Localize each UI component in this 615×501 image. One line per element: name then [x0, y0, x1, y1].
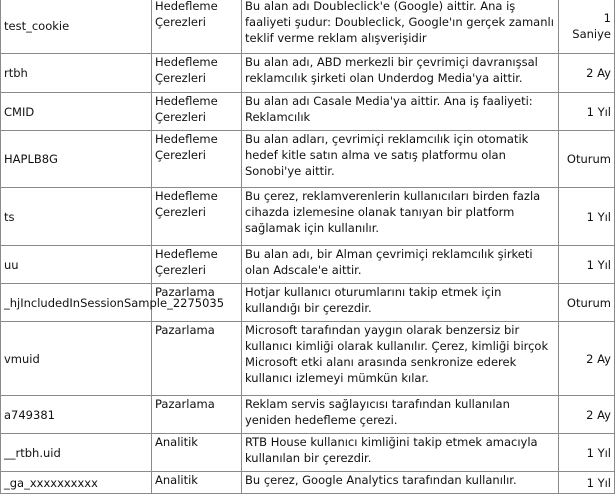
table-row: [1, 472, 615, 494]
cookie-duration-cell: 1 Saniye: [559, 0, 615, 54]
cookie-description-cell: RTB House kullanıcı kimliğini takip etmek amacıyla kullanılan bir çerezdir.: [242, 434, 559, 472]
cookie-name-cell: a749381: [1, 396, 152, 434]
cookie-duration-cell: 1 Yıl: [559, 434, 615, 472]
table-row: [1, 131, 615, 188]
cookie-duration-cell: 1 Yıl: [559, 188, 615, 246]
table-row: [1, 396, 615, 434]
table-row: [1, 0, 615, 54]
cookie-name-cell: vmuid: [1, 322, 152, 396]
cookie-name-cell: ts: [1, 188, 152, 246]
cookie-duration-cell: Oturum: [559, 284, 615, 322]
cookie-duration-cell: 2 Ay: [559, 396, 615, 434]
cookie-description-cell: Bu alan adı, ABD merkezli bir çevrimiçi davranışsal reklamcılık şirketi olan Underdog Media'ya aittir.: [242, 54, 559, 93]
table-row: [1, 322, 615, 396]
cookie-name-cell: _ga_xxxxxxxxxx: [1, 472, 152, 494]
cookie-description-cell: Bu çerez, Google Analytics tarafından kullanılır.: [242, 472, 559, 494]
cookie-description-cell: Microsoft tarafından yaygın olarak benzersiz bir kullanıcı kimliği olarak kullanılır. Çerez, kimliği birçok Microsoft etki alanı arasında senkronize ederek kullanıcı izlemeyi mümkün kılar.: [242, 322, 559, 396]
cookie-description-cell: Hotjar kullanıcı oturumlarını takip etmek için kullandığı bir çerezdir.: [242, 284, 559, 322]
cookie-name-cell: _hjIncludedInSessionSample_2275035: [1, 284, 152, 322]
cookie-name-cell: test_cookie: [1, 0, 152, 54]
cookie-type-cell: Pazarlama: [152, 322, 242, 396]
cookie-type-cell: Hedefleme Çerezleri: [152, 54, 242, 93]
cookie-type-cell: Pazarlama: [152, 284, 242, 322]
cookie-description-cell: Bu çerez, reklamverenlerin kullanıcıları birden fazla cihazda izlemesine olanak tanıyan bir platform sağlamak için kullanılır.: [242, 188, 559, 246]
cookie-duration-cell: 2 Ay: [559, 322, 615, 396]
cookie-description-cell: Bu alan adı Casale Media'ya aittir. Ana iş faaliyeti: Reklamcılık: [242, 93, 559, 131]
cookie-type-cell: Analitik: [152, 434, 242, 472]
cookie-type-cell: Hedefleme Çerezleri: [152, 131, 242, 188]
table-row: [1, 93, 615, 131]
cookie-name-cell: __rtbh.uid: [1, 434, 152, 472]
cookie-duration-cell: Oturum: [559, 131, 615, 188]
cookie-table-body: [1, 0, 615, 494]
cookie-description-cell: Reklam servis sağlayıcısı tarafından kullanılan yeniden hedefleme çerezi.: [242, 396, 559, 434]
cookie-type-cell: Hedefleme Çerezleri: [152, 246, 242, 284]
cookie-name-cell: uu: [1, 246, 152, 284]
cookie-type-cell: Hedefleme Çerezleri: [152, 93, 242, 131]
table-row: [1, 246, 615, 284]
cookie-name-cell: CMID: [1, 93, 152, 131]
cookie-type-cell: Analitik: [152, 472, 242, 494]
cookie-duration-cell: 2 Ay: [559, 54, 615, 93]
table-row: [1, 284, 615, 322]
table-row: [1, 188, 615, 246]
cookie-type-cell: Hedefleme Çerezleri: [152, 188, 242, 246]
cookie-description-cell: Bu alan adı, bir Alman çevrimiçi reklamcılık şirketi olan Adscale'e aittir.: [242, 246, 559, 284]
cookie-duration-cell: 1 Yıl: [559, 93, 615, 131]
cookie-description-cell: Bu alan adları, çevrimiçi reklamcılık için otomatik hedef kitle satın alma ve satış platformu olan Sonobi'ye aittir.: [242, 131, 559, 188]
cookie-type-cell: Hedefleme Çerezleri: [152, 0, 242, 54]
cookie-description-cell: Bu alan adı Doubleclick'e (Google) aittir. Ana iş faaliyeti şudur: Doubleclick, Google'ın gerçek zamanlı teklif verme reklam alışverişidir: [242, 0, 559, 54]
table-row: [1, 434, 615, 472]
table-row: [1, 54, 615, 93]
cookie-name-cell: rtbh: [1, 54, 152, 93]
cookie-type-cell: Pazarlama: [152, 396, 242, 434]
cookie-duration-cell: 1 Yıl: [559, 472, 615, 494]
cookie-duration-cell: 1 Yıl: [559, 246, 615, 284]
cookie-name-cell: HAPLB8G: [1, 131, 152, 188]
